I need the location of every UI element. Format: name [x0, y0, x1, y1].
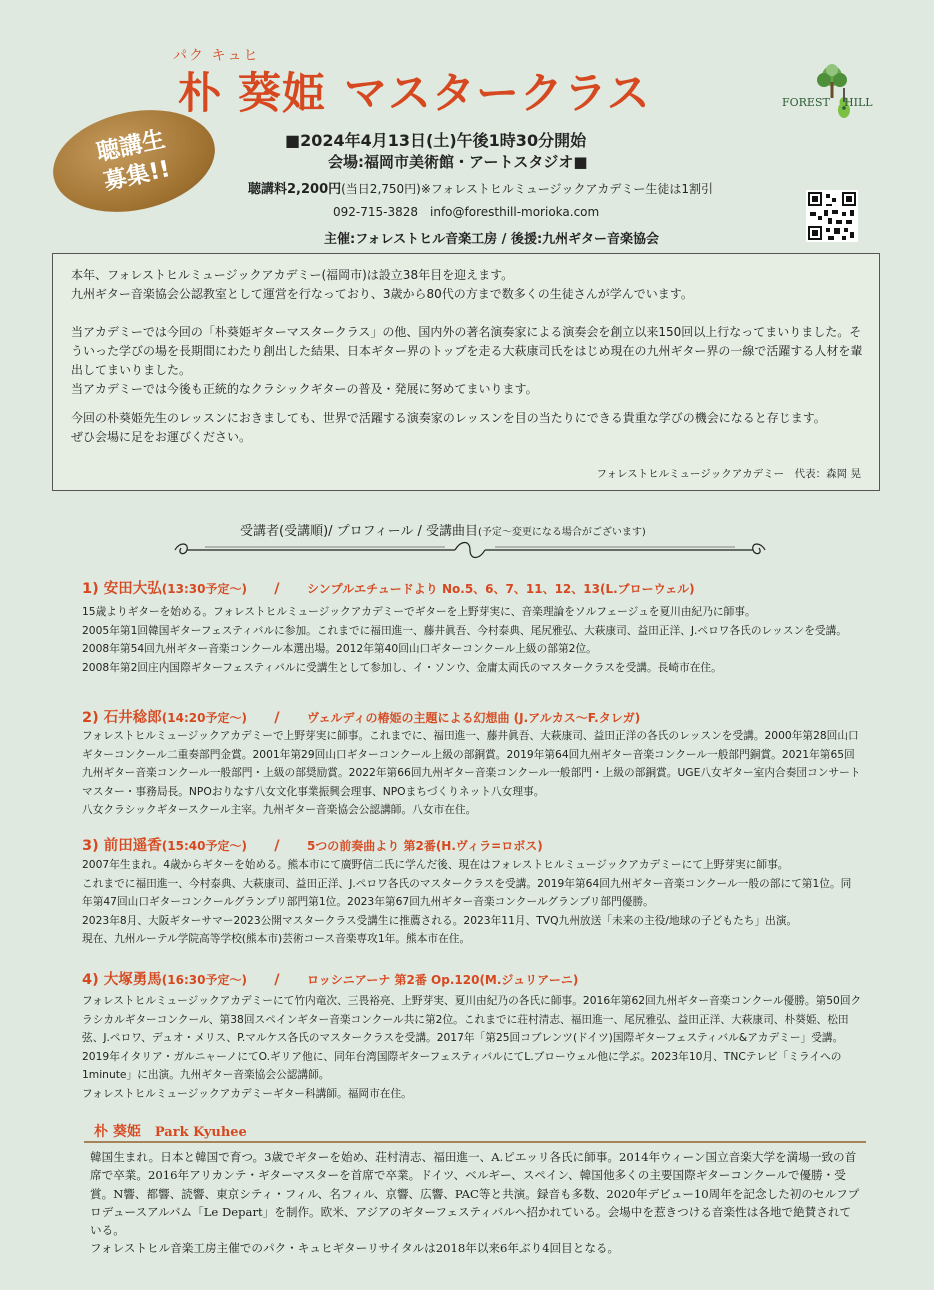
lecturer-2-title: 2) 石井稔郎(14:20予定〜) / ヴェルディの椿姫の主題による幻想曲 (J.アルカス〜F.タレガ): [82, 710, 641, 726]
qr-code-icon[interactable]: [806, 190, 858, 242]
intro-paragraph-2: 当アカデミーでは今回の「朴葵姫ギターマスタークラス」の他、国内外の著名演奏家による演奏会を創立以来150回以上行なってまいりました。そういった学びの場を長期間にわたり創出した結果、日本ギター界のトップを走る大萩康司氏をはじめ現在の九州ギター界の一線で活躍する人材を輩出してまいりました。 当アカデミーでは今後も正統的なクラシックギターの普及・発展に努めてまいります。: [71, 325, 863, 396]
intro-paragraph-1: 本年、フォレストヒルミュージックアカデミー(福岡市)は設立38年目を迎えます。 九州ギター音楽協会公認教室として運営を行なっており、3歳から80代の方まで数多くの生徒さんが学んでいます。: [71, 268, 693, 301]
lecturer-1-bio: 15歳よりギターを始める。フォレストヒルミュージックアカデミーでギターを上野芽実に、音楽理論をソルフェージュを夏川由紀乃に師事。 2005年第1回韓国ギターフェスティバルに参加。これまでに福田進一、藤井眞吾、今村泰典、尾尻雅弘、大萩康司、益田正洋、J.ペロワ各氏のレッスンを受講。2008年第54回九州ギター音楽コンクール本選出場。2012年第40回山口ギターコンクール上級の部第2位。 2008年第2回庄内国際ギターフェスティバルに受講生として参加し、イ・ソンウ、金庸太両氏のマスタークラスを受講。長崎市在住。: [82, 605, 847, 674]
lecturers-header-main: 受講者(受講順)/ プロフィール / 受講曲目: [240, 524, 479, 539]
lecturer-time: (15:40予定〜): [161, 839, 247, 853]
recruit-badge: [44, 96, 225, 226]
badge-line2: 募集!!: [101, 155, 173, 196]
lecturer-piece: シンプルエチュードより No.5、6、7、11、12、13(L.ブローウェル): [306, 582, 695, 596]
event-date: ■2024年4月13日(土)午後1時30分開始: [285, 131, 587, 150]
event-organizer: 主催:フォレストヒル音楽工房 / 後援:九州ギター音楽協会: [324, 232, 660, 247]
park-name-en: Park Kyuhee: [154, 1125, 247, 1140]
park-divider: [84, 1141, 866, 1143]
lecturer-2-bio: フォレストヒルミュージックアカデミーで上野芽実に師事。これまでに、福田進一、藤井眞吾、大萩康司、益田正洋の各氏のレッスンを受講。2000年第28回山口ギターコンクール二重奏部門金賞。2001年第29回山口ギターコンクール上級の部銅賞。2019年第64回九州ギター音楽コンクール一般部門銅賞。2021年第65回九州ギター音楽コンクール一般部門・上級の部奨励賞。2022年第66回九州ギター音楽コンクール一般部門・上級の部銅賞。UGE八女ギター室内合奏団コンサートマスター・事務局長。NPOおりなす八女文化事業振興会理事、NPOまちづくりネット八女理事。 八女クラシックギタースクール主宰。九州ギター音楽協会公認講師。八女市在住。: [82, 729, 861, 816]
tree-guitar-icon: [782, 62, 882, 128]
lecturer-4-title: 4) 大塚勇馬(16:30予定〜) / ロッシニアーナ 第2番 Op.120(M.ジュリアーニ): [82, 972, 579, 988]
intro-paragraph-3: 今回の朴葵姫先生のレッスンにおきましても、世界で活躍する演奏家のレッスンを目の当たりにできる貴重な学びの機会になると存じます。 ぜひ会場に足をお運びください。: [71, 411, 826, 444]
badge-line1: 聴講生: [94, 126, 168, 167]
lecturer-4-bio: フォレストヒルミュージックアカデミーにて竹内竜次、三畏裕亮、上野芽実、夏川由紀乃の各氏に師事。2016年第62回九州ギター音楽コンクール優勝。第50回クラシカルギターコンクール、第38回スペインギター音楽コンクール共に第2位。これまでに荘村清志、福田進一、尾尻雅弘、益田正洋、大萩康司、朴葵姫、松田弦、J.ペロワ、デュオ・メリス、P.マルケス各氏のマスタークラスを受講。2017年「第25回コブレンツ(ドイツ)国際ギターフェスティバル&アカデミー」受講。2019年イタリア・ガルニャーノにてO.ギリア他に、同年台湾国際ギターフェスティバルにてL.ブローウェル他に学ぶ。2023年10月、TNCテレビ「ミライへの1minute」に出演。九州ギター音楽協会公認講師。 フォレストヒルミュージックアカデミーギター科講師。福岡市在住。: [82, 994, 862, 1100]
lecturer-3-bio: 2007年生まれ。4歳からギターを始める。熊本市にて廣野信二氏に学んだ後、現在はフォレストヒルミュージックアカデミーにて上野芽実に師事。 これまでに福田進一、今村泰典、大萩康司、益田正洋、J.ペロワ各氏のマスタークラスを受講。2019年第64回九州ギター音楽コンクール一般の部にて第1位。同年第47回山口ギターコンクールグランプリ部門第1位。2023年第67回九州ギター音楽コンクールグランプリ部門優勝。 2023年8月、大阪ギターサマー2023公開マスタークラス受講生に推薦される。2023年11月、TVQ九州放送「未来の主役/地球の子どもたち」出演。 現在、九州ルーテル学院高等学校(熊本市)芸術コース音楽専攻1年。熊本市在住。: [82, 858, 852, 945]
lecturer-piece: ヴェルディの椿姫の主題による幻想曲 (J.アルカス〜F.タレガ): [306, 711, 641, 725]
title-ruby: パク キュヒ: [173, 48, 260, 64]
event-venue: 会場:福岡市美術館・アートスタジオ■: [328, 153, 588, 171]
logo-text-right: HILL: [844, 96, 873, 109]
logo-text-left: FOREST: [782, 96, 830, 109]
ornament-divider: [165, 536, 775, 564]
lecturer-1-title: 1) 安田大弘(13:30予定〜) / シンプルエチュードより No.5、6、7、11、12、13(L.ブローウェル): [82, 581, 695, 597]
lecturer-name: 2) 石井稔郎: [82, 710, 162, 726]
lecturer-piece: ロッシニアーナ 第2番 Op.120(M.ジュリアーニ): [306, 973, 579, 987]
park-name: [94, 1121, 247, 1141]
intro-signature: フォレストヒルミュージックアカデミー 代表：森岡 晃: [596, 468, 861, 480]
fee-main: 聴講料2,200円: [248, 182, 342, 197]
lecturer-3-title: 3) 前田遥香(15:40予定〜) / 5つの前奏曲より 第2番(H.ヴィラ=ロボス): [82, 838, 543, 854]
forest-hill-logo: [782, 62, 882, 128]
page-title: [178, 60, 651, 121]
park-bio: 韓国生まれ。日本と韓国で育つ。3歳でギターを始め、荘村清志、福田進一、A.ピエッリ各氏に師事。2014年ウィーン国立音楽大学を満場一致の首席で卒業。2016年アリカンテ・ギターマスターを首席で卒業。ドイツ、ベルギー、スペイン、韓国他多くの主要国際ギターコンクールで優勝・受賞。N響、都響、読響、東京シティ・フィル、名フィル、京響、広響、PAC等と共演。録音も多数、2020年デビュー10周年を記念した初のセルフプロデュースアルバム「Le Depart」を制作。欧米、アジアのギターフェスティバルへ招かれている。会場中を惹きつける音楽性は各地で絶賛されている。 フォレストヒル音楽工房主催でのパク・キュヒギターリサイタルは2018年以来6年ぶり4回目となる。: [90, 1150, 860, 1256]
lecturer-name: 1) 安田大弘: [82, 581, 162, 597]
park-name-jp: 朴 葵姫: [94, 1124, 141, 1140]
lecturer-time: (16:30予定〜): [161, 973, 247, 987]
lecturer-time: (14:20予定〜): [161, 711, 247, 725]
title-name: 朴 葵姫: [178, 69, 326, 119]
lecturers-header-note: (予定〜変更になる場合がございます): [478, 527, 646, 538]
fee-note: (当日2,750円)※フォレストヒルミュージックアカデミー生徒は1割引: [341, 182, 713, 196]
title-rest: マスタークラス: [343, 69, 651, 119]
event-fee: [248, 178, 713, 197]
lecturer-name: 4) 大塚勇馬: [82, 972, 162, 988]
lecturer-name: 3) 前田遥香: [82, 838, 162, 854]
intro-box: [52, 253, 880, 491]
event-contact: 092-715-3828 info@foresthill-morioka.com: [333, 205, 600, 219]
lecturer-time: (13:30予定〜): [161, 582, 247, 596]
lecturer-piece: 5つの前奏曲より 第2番(H.ヴィラ=ロボス): [306, 839, 543, 853]
